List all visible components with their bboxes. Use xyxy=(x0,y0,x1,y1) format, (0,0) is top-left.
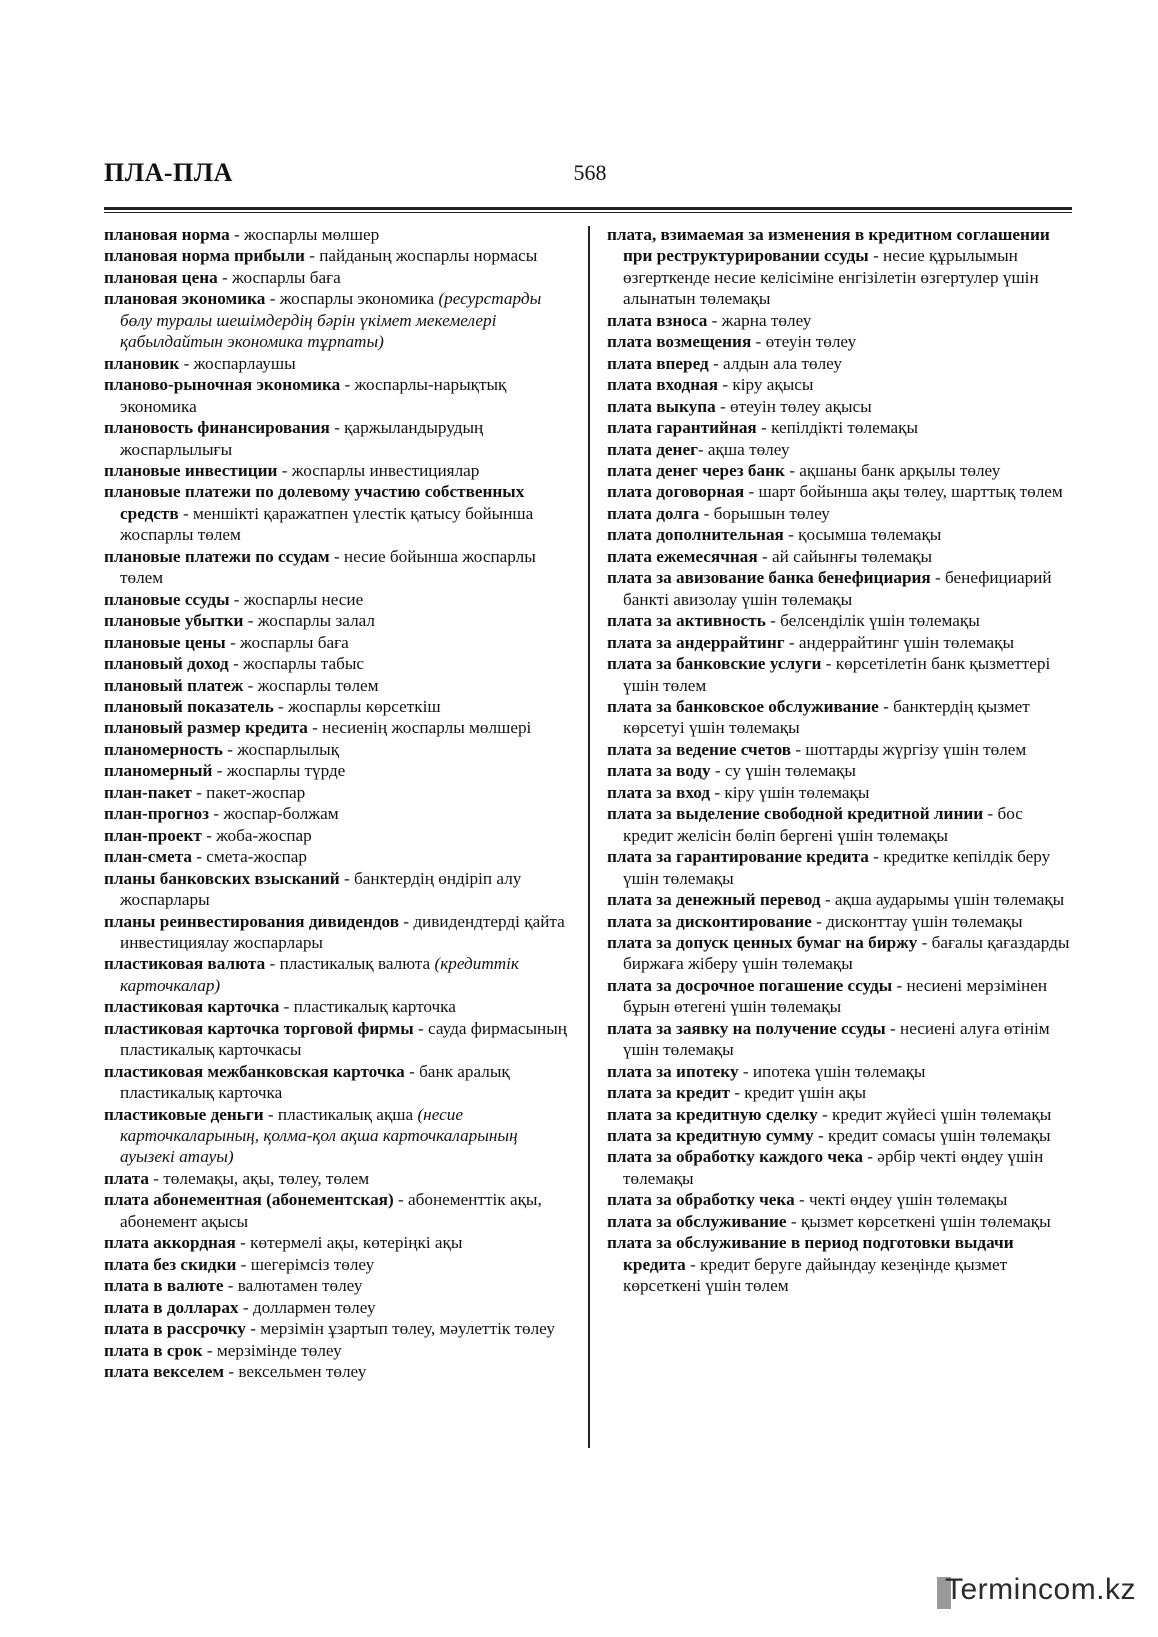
dictionary-entry xyxy=(104,1168,572,1189)
entry-definition: - банктердің өндіріп алу жоспарлары xyxy=(120,868,522,910)
column-divider xyxy=(588,226,590,1448)
dictionary-entry xyxy=(607,310,1075,331)
entry-term: плановые цены xyxy=(104,632,226,652)
entry-term: плановые платежи по долевому участию собственных средств xyxy=(104,482,525,523)
entry-term: плата векселем xyxy=(104,1362,225,1382)
entry-term: плата за досрочное погашение ссуды xyxy=(607,975,893,995)
dictionary-entry xyxy=(104,782,572,803)
entry-term: плата без скидки xyxy=(104,1254,237,1274)
entry-definition: - жоспарлаушы xyxy=(179,353,296,373)
dictionary-entry xyxy=(607,331,1075,352)
entry-definition: - жоспарлы экономика xyxy=(265,289,439,309)
entry-definition: - әрбір чекті өңдеу үшін төлемақы xyxy=(623,1147,1044,1188)
entry-definition: - чекті өңдеу үшін төлемақы xyxy=(794,1190,1008,1210)
entry-definition: - бенефициарий банкті авизолау үшін төлемақы xyxy=(623,568,1052,609)
entry-definition: - жоспарлылық xyxy=(222,739,340,759)
entry-term: плановая норма xyxy=(104,225,230,244)
entry-term: плата дополнительная xyxy=(607,525,784,545)
dictionary-entry xyxy=(607,439,1075,460)
entry-definition: - жоспарлы-нарықтық экономика xyxy=(120,375,507,416)
entry-definition: - доллармен төлеу xyxy=(238,1297,376,1317)
entry-term: плата договорная xyxy=(607,482,745,502)
entry-definition: - кредит жүйесі үшін төлемақы xyxy=(817,1104,1052,1124)
entry-definition: - жоспарлы табыс xyxy=(228,654,365,674)
dictionary-entry xyxy=(104,481,572,545)
entry-definition: - өтеуін төлеу xyxy=(751,332,857,352)
entry-definition: - көрсетілетін банк қызметтері үшін төлем xyxy=(623,654,1051,695)
dictionary-entry xyxy=(104,996,572,1017)
entry-term: плата за дисконтирование xyxy=(607,911,812,931)
entry-definition: - шегерімсіз төлеу xyxy=(236,1254,375,1274)
dictionary-entry xyxy=(607,1104,1075,1125)
dictionary-entry xyxy=(607,1125,1075,1146)
dictionary-entry xyxy=(607,546,1075,567)
dictionary-entry xyxy=(607,481,1075,502)
entry-term: плата за обработку каждого чека xyxy=(607,1147,863,1167)
entry-term: план-прогноз xyxy=(104,804,210,824)
entry-definition: - несиені алуға өтінім үшін төлемақы xyxy=(623,1018,1050,1060)
entry-definition: - кредит үшін ақы xyxy=(729,1083,866,1103)
entry-term: плата гарантийная xyxy=(607,418,757,438)
entry-definition: - ақша аударымы үшін төлемақы xyxy=(820,890,1065,910)
dictionary-entry xyxy=(104,825,572,846)
entry-term: плата за кредитную сумму xyxy=(607,1126,814,1146)
dictionary-entry xyxy=(104,417,572,460)
entry-definition: - жоспар-болжам xyxy=(209,804,339,824)
entry-term: плата за выделение свободной кредитной линии xyxy=(607,804,984,824)
entry-term: плата за активность xyxy=(607,611,766,631)
entry-term: планы банковских взысканий xyxy=(104,868,340,888)
entry-definition: - қосымша төлемақы xyxy=(783,525,942,545)
entry-definition: - кредит беруге дайындау кезеңінде қызмет көрсеткені үшін төлем xyxy=(623,1254,1008,1296)
entry-term: плата за ипотеку xyxy=(607,1061,739,1081)
dictionary-entry xyxy=(607,567,1075,610)
entry-term: плановые убытки xyxy=(104,611,244,631)
dictionary-entry xyxy=(607,932,1075,975)
dictionary-entry xyxy=(104,868,572,911)
entry-term: плановый размер кредита xyxy=(104,718,308,738)
dictionary-entry xyxy=(104,803,572,824)
entry-term: плата в долларах xyxy=(104,1297,239,1317)
dictionary-entry xyxy=(607,224,1075,310)
entry-term: план-пакет xyxy=(104,782,192,802)
dictionary-entry xyxy=(104,589,572,610)
entry-definition: - су үшін төлемақы xyxy=(710,761,856,781)
entry-definition: - ай сайынғы төлемақы xyxy=(757,546,933,566)
entry-definition: - өтеуін төлеу ақысы xyxy=(715,396,872,416)
dictionary-entry xyxy=(607,1061,1075,1082)
entry-term: плата за обработку чека xyxy=(607,1190,795,1210)
entry-term: плановик xyxy=(104,353,180,373)
dictionary-entry xyxy=(104,1189,572,1232)
entry-definition: - жоспарлы несие xyxy=(229,589,364,609)
entry-definition: - кредитке кепілдік беру үшін төлемақы xyxy=(623,847,1051,888)
entry-definition: - белсенділік үшін төлемақы xyxy=(765,611,980,631)
entry-definition: - пластикалық карточка xyxy=(279,997,456,1017)
dictionary-entry xyxy=(607,610,1075,631)
entry-term: плата за ведение счетов xyxy=(607,739,792,759)
running-head: ПЛА-ПЛА xyxy=(104,158,233,187)
entry-term: плата взноса xyxy=(607,310,708,330)
entry-term: плата денег через банк xyxy=(607,460,785,480)
entry-term: плата за вход xyxy=(607,782,711,802)
entry-term: плата входная xyxy=(607,375,719,395)
dictionary-entry xyxy=(104,653,572,674)
dictionary-entry xyxy=(607,803,1075,846)
entry-definition: - несиенің жоспарлы мөлшері xyxy=(307,718,532,738)
header-rule-thick xyxy=(104,207,1072,210)
entry-term: план-смета xyxy=(104,847,192,867)
entry-definition: - пластикалық ақша xyxy=(263,1104,418,1124)
entry-definition: - жоспарлы мөлшер xyxy=(229,225,380,244)
entry-definition: - кредит сомасы үшін төлемақы xyxy=(813,1126,1051,1146)
entry-definition: - жоспарлы төлем xyxy=(243,675,379,695)
entry-definition: - пайданың жоспарлы нормасы xyxy=(304,246,538,266)
entry-definition: - кіру үшін төлемақы xyxy=(710,782,870,802)
entry-definition: - жоспарлы түрде xyxy=(212,761,346,781)
entry-definition: - несие бойынша жоспарлы төлем xyxy=(120,546,536,588)
dictionary-entry xyxy=(104,245,572,266)
entry-term: плата за андеррайтинг xyxy=(607,632,785,652)
entry-definition: - алдын ала төлеу xyxy=(708,353,842,373)
entry-definition: - көтермелі ақы, көтеріңкі ақы xyxy=(235,1233,463,1253)
entry-definition: - ақшаны банк арқылы төлеу xyxy=(784,460,1001,480)
entry-term: плата за авизование банка бенефициария xyxy=(607,568,931,588)
header-rule-thin xyxy=(104,212,1072,213)
entry-definition: - жоспарлы көрсеткіш xyxy=(273,696,441,716)
dictionary-entry xyxy=(607,975,1075,1018)
dictionary-entry xyxy=(607,782,1075,803)
dictionary-entry xyxy=(607,889,1075,910)
entry-definition: - несиені мерзімінен бұрын өтегені үшін төлемақы xyxy=(623,975,1048,1017)
entry-definition: - абонементтік ақы, абонемент ақысы xyxy=(120,1190,542,1231)
page-number: 568 xyxy=(573,160,607,185)
entry-term: планово-рыночная экономика xyxy=(104,375,341,395)
entry-term: плановый доход xyxy=(104,654,229,674)
entry-term: плата за кредит xyxy=(607,1083,730,1103)
entry-definition: - қызмет көрсеткені үшін төлемақы xyxy=(786,1211,1051,1231)
entry-definition: - бағалы қағаздарды биржаға жіберу үшін төлемақы xyxy=(623,932,1070,974)
entry-term: плата за обслуживание xyxy=(607,1211,787,1231)
entry-definition: - смета-жоспар xyxy=(191,847,308,867)
entry-definition: - кіру ақысы xyxy=(718,375,814,395)
dictionary-entry xyxy=(607,396,1075,417)
dictionary-entry xyxy=(607,353,1075,374)
dictionary-entry xyxy=(104,267,572,288)
entry-definition: - сауда фирмасының пластикалық карточкасы xyxy=(120,1018,567,1060)
entry-term: плановый показатель xyxy=(104,696,274,716)
dictionary-entry xyxy=(104,632,572,653)
entry-term: пластиковая карточка xyxy=(104,997,280,1017)
entry-term: плановый платеж xyxy=(104,675,244,695)
entry-term: пластиковая валюта xyxy=(104,954,266,974)
entry-term: плата в срок xyxy=(104,1340,203,1360)
dictionary-entry xyxy=(104,953,572,996)
entry-definition: - бос кредит желісін бөліп бергені үшін төлемақы xyxy=(623,804,1023,845)
entry-term: плата аккордная xyxy=(104,1233,236,1253)
entry-term: плановая экономика xyxy=(104,289,266,309)
dictionary-entry xyxy=(104,846,572,867)
left-column xyxy=(104,224,572,1382)
dictionary-entry xyxy=(104,1104,572,1168)
entry-term: пластиковые деньги xyxy=(104,1104,264,1124)
entry-definition: - жарна төлеу xyxy=(707,310,812,330)
entry-definition: - жоба-жоспар xyxy=(201,825,312,845)
entry-definition: - пластикалық валюта xyxy=(265,954,435,974)
dictionary-entry xyxy=(104,1318,572,1339)
entry-definition: - төлемақы, ақы, төлеу, төлем xyxy=(148,1168,370,1188)
dictionary-entry xyxy=(104,1018,572,1061)
entry-definition: - несие құрылымын өзгерткенде несие келісіміне енгізілетін өзгертулер үшін алынатын төлемақы xyxy=(623,246,1039,309)
dictionary-entry xyxy=(607,846,1075,889)
dictionary-entry xyxy=(104,739,572,760)
dictionary-entry xyxy=(607,503,1075,524)
entry-term: плата за банковское обслуживание xyxy=(607,696,879,716)
dictionary-entry xyxy=(104,717,572,738)
dictionary-entry xyxy=(607,653,1075,696)
dictionary-entry xyxy=(607,1018,1075,1061)
entry-definition: - андеррайтинг үшін төлемақы xyxy=(784,632,1015,652)
entry-term: плановая норма прибыли xyxy=(104,246,305,266)
entry-term: плата вперед xyxy=(607,353,709,373)
entry-definition: - мерзімінде төлеу xyxy=(202,1340,342,1360)
entry-definition: - валютамен төлеу xyxy=(223,1276,363,1296)
dictionary-entry xyxy=(607,374,1075,395)
entry-definition: - шарт бойынша ақы төлеу, шарттық төлем xyxy=(744,482,1063,502)
dictionary-entry xyxy=(104,1275,572,1296)
entry-definition: - вексельмен төлеу xyxy=(224,1362,367,1382)
entry-term: плата за гарантирование кредита xyxy=(607,847,869,867)
entry-term: плата абонементная (абонементская) xyxy=(104,1190,394,1210)
dictionary-entry xyxy=(607,632,1075,653)
entry-definition: - жоспарлы баға xyxy=(225,632,349,652)
dictionary-entry xyxy=(607,696,1075,739)
entry-term: плата за кредитную сделку xyxy=(607,1104,818,1124)
right-column xyxy=(607,224,1075,1297)
entry-term: плата в рассрочку xyxy=(104,1319,246,1339)
dictionary-entry xyxy=(607,1211,1075,1232)
dictionary-entry xyxy=(104,675,572,696)
entry-term: плата ежемесячная xyxy=(607,546,758,566)
dictionary-entry xyxy=(104,911,572,954)
dictionary-entry xyxy=(607,1232,1075,1296)
dictionary-entry xyxy=(104,1061,572,1104)
entry-term: плата за обслуживание в период подготовки выдачи кредита xyxy=(607,1233,1014,1274)
dictionary-entry xyxy=(104,288,572,352)
dictionary-entry xyxy=(607,1082,1075,1103)
entry-term: плата за банковские услуги xyxy=(607,654,822,674)
entry-term: плата xyxy=(104,1168,149,1188)
entry-definition: - дивидендтерді қайта инвестициялау жоспарлары xyxy=(120,911,565,952)
dictionary-entry xyxy=(607,417,1075,438)
entry-definition: - қаржыландырудың жоспарлылығы xyxy=(120,418,484,459)
entry-term: плата за заявку на получение ссуды xyxy=(607,1018,886,1038)
entry-term: планомерность xyxy=(104,739,223,759)
entry-note: (несие карточкаларының, қолма-қол ақша карточкаларының ауызекі атауы) xyxy=(120,1104,518,1167)
entry-definition: - ипотека үшін төлемақы xyxy=(738,1061,926,1081)
entry-term: план-проект xyxy=(104,825,202,845)
entry-term: пластиковая карточка торговой фирмы xyxy=(104,1018,414,1038)
entry-term: плата за допуск ценных бумаг на биржу xyxy=(607,932,918,952)
entry-definition: - дисконттау үшін төлемақы xyxy=(811,911,1023,931)
dictionary-entry xyxy=(104,374,572,417)
dictionary-entry xyxy=(607,911,1075,932)
entry-definition: - жоспарлы залал xyxy=(243,611,376,631)
entry-definition: - жоспарлы инвестициялар xyxy=(277,460,480,480)
dictionary-entry xyxy=(104,353,572,374)
dictionary-entry xyxy=(607,760,1075,781)
dictionary-entry xyxy=(607,1146,1075,1189)
entry-term: плата денег xyxy=(607,439,698,459)
dictionary-entry xyxy=(104,610,572,631)
entry-definition: - кепілдікті төлемақы xyxy=(756,418,918,438)
dictionary-entry xyxy=(104,1297,572,1318)
entry-term: планы реинвестирования дивидендов xyxy=(104,911,399,931)
entry-term: плановость финансирования xyxy=(104,418,330,438)
dictionary-entry xyxy=(104,1340,572,1361)
dictionary-entry xyxy=(607,739,1075,760)
entry-definition: - мерзімін ұзартып төлеу, мәулеттік төлеу xyxy=(245,1319,555,1339)
entry-term: плата, взимаемая за изменения в кредитном соглашении при реструктурировании ссуды xyxy=(607,225,1050,266)
entry-term: плановая цена xyxy=(104,267,218,287)
dictionary-entry xyxy=(104,1232,572,1253)
dictionary-entry xyxy=(607,524,1075,545)
entry-definition: - шоттарды жүргізу үшін төлем xyxy=(791,739,1027,759)
entry-definition: - банктердің қызмет көрсетуі үшін төлемақы xyxy=(623,696,1030,738)
entry-term: плата выкупа xyxy=(607,396,716,416)
dictionary-entry xyxy=(104,224,572,245)
entry-term: плановые ссуды xyxy=(104,589,230,609)
dictionary-entry xyxy=(104,1361,572,1382)
watermark-logo xyxy=(935,1573,1145,1615)
entry-term: плановые платежи по ссудам xyxy=(104,546,330,566)
entry-term: плановые инвестиции xyxy=(104,460,278,480)
dictionary-entry xyxy=(104,760,572,781)
entry-definition: - ақша төлеу xyxy=(697,439,790,459)
entry-definition: - меншікті қаражатпен үлестік қатысу бойынша жоспарлы төлем xyxy=(120,503,534,545)
dictionary-entry xyxy=(104,460,572,481)
entry-term: плата в валюте xyxy=(104,1276,224,1296)
dictionary-entry xyxy=(104,1254,572,1275)
entry-term: плата за денежный перевод xyxy=(607,890,821,910)
watermark-text: Termincom.kz xyxy=(945,1573,1137,1606)
entry-term: плата возмещения xyxy=(607,332,752,352)
dictionary-entry xyxy=(104,546,572,589)
entry-definition: - жоспарлы баға xyxy=(217,267,341,287)
dictionary-entry xyxy=(104,696,572,717)
entry-note: (кредиттік карточкалар) xyxy=(120,954,519,995)
entry-definition: - пакет-жоспар xyxy=(191,782,306,802)
entry-term: плата долга xyxy=(607,503,700,523)
dictionary-entry xyxy=(607,1189,1075,1210)
entry-term: пластиковая межбанковская карточка xyxy=(104,1061,405,1081)
dictionary-entry xyxy=(607,460,1075,481)
entry-definition: - банк аралық пластикалық карточка xyxy=(120,1061,510,1103)
entry-term: плата за воду xyxy=(607,761,711,781)
entry-note: (ресурстарды бөлу туралы шешімдердің бәрін үкімет мекемелері қабылдайтын экономика тұрпаты) xyxy=(120,289,542,352)
entry-term: планомерный xyxy=(104,761,213,781)
entry-definition: - борышын төлеу xyxy=(699,503,830,523)
